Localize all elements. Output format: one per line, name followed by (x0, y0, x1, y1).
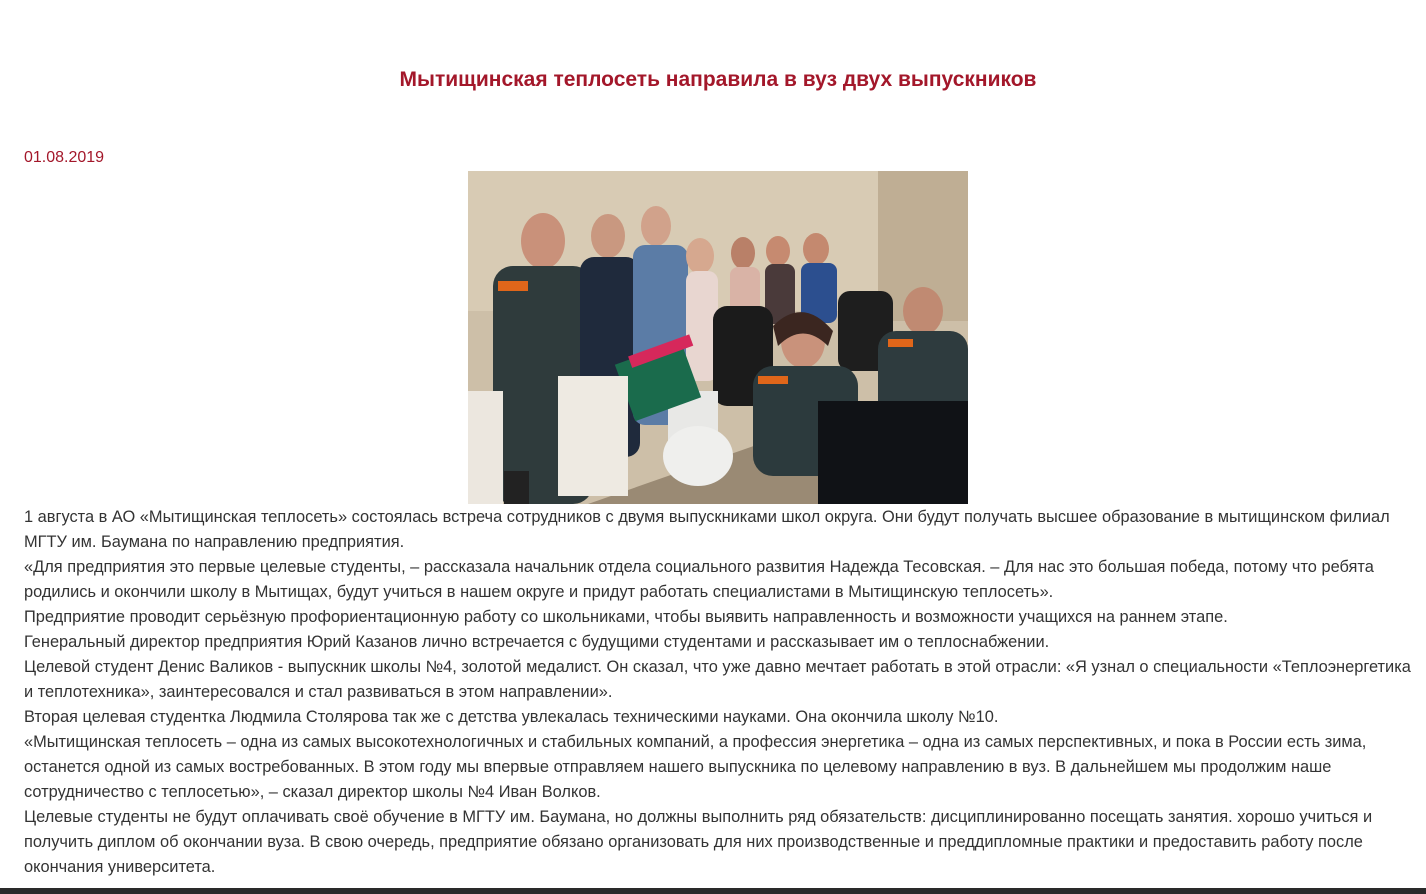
article-paragraph: Предприятие проводит серьёзную профориентационную работу со школьниками, чтобы выявить направленность и возможности учащихся на раннем этапе. (24, 608, 1228, 626)
article-paragraph: «Мытищинская теплосеть – одна из самых высокотехнологичных и стабильных компаний, а профессия энергетика – одна из самых перспективных, и пока в России есть зима, останется одной из самых востребованных. В этом году мы впервые отправляем нашего выпускника по целевому направлению в вуз. В дальнейшем мы продолжим наше сотрудничество с теплосетью», – сказал директор школы №4 Иван Волков. (24, 733, 1367, 801)
article-photo (468, 171, 968, 504)
article-paragraph: Вторая целевая студентка Людмила Столярова так же с детства увлекалась техническими науками. Она окончила школу №10. (24, 708, 999, 726)
footer-bar (0, 888, 1426, 894)
photo-illustration (468, 171, 968, 504)
article-paragraph: «Для предприятия это первые целевые студенты, – рассказала начальник отдела социального развития Надежда Тесовская. – Для нас это большая победа, потому что ребята родились и окончили школу в Мытищах, будут учиться в нашем округе и придут работать специалистами в Мытищинскую теплосеть». (24, 558, 1374, 601)
article-paragraph: Целевые студенты не будут оплачивать своё обучение в МГТУ им. Баумана, но должны выполнить ряд обязательств: дисциплинированно посещать занятия. хорошо учиться и получить диплом об окончании вуза. В свою очередь, предприятие обязано организовать для них производственные и преддипломные практики и предоставить работу после окончания университета. (24, 808, 1373, 876)
article-body (24, 505, 1419, 880)
article-paragraph: Целевой студент Денис Валиков - выпускник школы №4, золотой медалист. Он сказал, что уже давно мечтает работать в этой отрасли: «Я узнал о специальности «Теплоэнергетика и теплотехника», заинтересовался и стал развиваться в этом направлении». (24, 658, 1411, 701)
article-paragraph: 1 августа в АО «Мытищинская теплосеть» состоялась встреча сотрудников с двумя выпускниками школ округа. Они будут получать высшее образование в мытищинском филиал МГТУ им. Баумана по направлению предприятия. (24, 508, 1390, 551)
article-paragraph: Генеральный директор предприятия Юрий Казанов лично встречается с будущими студентами и рассказывает им о теплоснабжении. (24, 633, 1050, 651)
article-date: 01.08.2019 (24, 149, 105, 166)
article-title: Мытищинская теплосеть направила в вуз двух выпускников (399, 68, 1037, 91)
